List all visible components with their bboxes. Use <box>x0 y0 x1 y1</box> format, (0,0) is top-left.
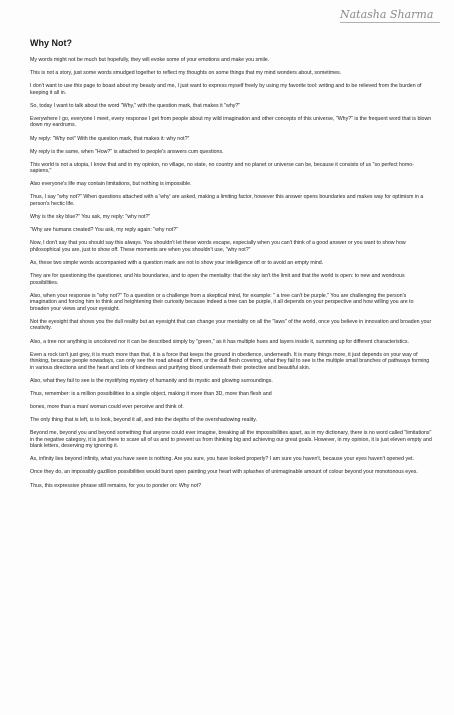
paragraph: Even a rock isn't just grey, it is much more than that, it is a force that keeps the ground in obedience, underneath. It is many things more, it just depends on your way of thinking, because people nowadays, can only see the road ahead of them, or the dull flesh covering, what they fail to see is the multiple small branches of pathways forming in various directions and the heart and lots of kindness and purifying blood underneath their protective and beautiful skin. <box>30 351 430 371</box>
paragraph: As, infinity lies beyond infinity, what you have seen is nothing. Are you sure, you have looked properly? I am sure you haven't, because your eyes haven't opened yet. <box>30 456 414 463</box>
paragraph: Thus, I say "why not?" When questions attached with a 'why' are asked, making a limiting factor, however this answer opens boundaries and makes way for optimism in a person's hectic life. <box>30 194 424 208</box>
paragraph: Not the eyesight that shows you the dull reality but an eyesight that can change your mentality on all the "laws" of the world, once you believe in innovation and broaden your creativity. <box>30 318 432 332</box>
paragraph: Now, I don't say that you should say this always. You shouldn't let these words escape, especially when you can't think of a good answer or you want to show how philosophical you are, just to show off. These moments are when you shouldn't use, "why not?" <box>30 240 406 253</box>
paragraph: As, these two simple words accompanied with a question mark are not to show your intelligence off or to avoid an empty mind. <box>30 259 324 266</box>
signature-text: Natasha Sharma <box>340 8 434 21</box>
paragraph: Also, a tree nor anything is uncolored nor it can be described simply by "green," as it has multiple hues and layers inside it, summing up for different characteristics. <box>30 338 409 345</box>
paragraph: bones, more than a man/ woman could ever perceive and think of. <box>30 403 184 410</box>
paragraph: Also, when your response is "why not?" To a question or a challenge from a skeptical mind, for example: " a tree can't be purple." You are challenging the person's imagination and forcing him to think and heightening their curiosity because indeed a tree can be purple, it all depends on your perspective and how willing you are to broaden your views and your eyesight. <box>30 292 414 312</box>
paragraph: "Why are humans created? You ask, my reply again: "why not?" <box>30 227 179 234</box>
paragraph: Thus, this expressive phrase still remains, for you to ponder on: Why not? <box>30 482 201 489</box>
paragraph: The only thing that is left, is to look, beyond it all, and into the depths of the overshadowing reality. <box>30 417 257 424</box>
document-title: Why Not? <box>30 38 72 48</box>
paragraph: This world is not a utopia, I know that and in my opinion, no village, no state, no country and no planet or universe can be, because it consists of us "so perfect homo-sapiens," <box>30 161 414 175</box>
paragraph: They are for questioning the questioner, and his boundaries, and to open the mentality: that the sky isn't the limit and that the world is open: to new and wondrous possibilities. <box>30 273 405 286</box>
paragraph: So, today I want to talk about the word "Why," with the question mark, that makes it "why?" <box>30 102 241 109</box>
paragraph: Why is the sky blue?" You ask, my reply: "why not?" <box>30 214 151 221</box>
paragraph: Once they do, an impossibly gazillion possibilities would burst open painting your heart with splashes of unimaginable amount of colour beyond your monotonous eyes. <box>30 469 418 476</box>
paragraph: Also everyone's life may contain limitations, but nothing is impossible. <box>30 181 192 188</box>
signature-underline <box>340 22 440 23</box>
paragraph: I don't want to use this page to boast about my beauty and me, I just want to express myself freely by using my favorite tool: writing and to be relieved from the burden of keeping it all in. <box>30 83 422 96</box>
author-signature <box>340 8 444 26</box>
paragraph: My reply: "Why not" With the question mark, that makes it: why not?" <box>30 135 190 142</box>
paragraph: Beyond me, beyond you and beyond something that anyone could ever imagine, breaking all the impossibilities apart, as in my dictionary, there is no word called "limitations" in the negative category, it is just there to scare all of us and to prevent us from thinking big and achieving our great goals. However, in my opinion, it is just eleven empty and blank letters, deserving my ignoring it. <box>30 430 432 450</box>
paragraph: My reply is the same, when "How?" is attached to people's answers cum questions. <box>30 148 224 155</box>
paragraph: Everywhere I go, everyone I meet, every response I get from people about my wild imagination and other concepts of this universe, "Why?" is the frequent word that is blown down my eardrums. <box>30 115 432 129</box>
document-body <box>30 57 432 496</box>
paragraph: Thus, remember: is a million possibilities to a single object, making it more than 3D, more than flesh and <box>30 390 272 397</box>
paragraph: Also, what they fail to see is the mystifying mystery of humanity and its mystic and glowing surroundings. <box>30 377 273 384</box>
paragraph: My words might not be much but hopefully, they will evoke some of your emotions and make you smile. <box>30 57 270 63</box>
paragraph: This is not a story, just some words smudged together to reflect my thoughts on some things that my mind wonders about, sometimes. <box>30 70 342 77</box>
